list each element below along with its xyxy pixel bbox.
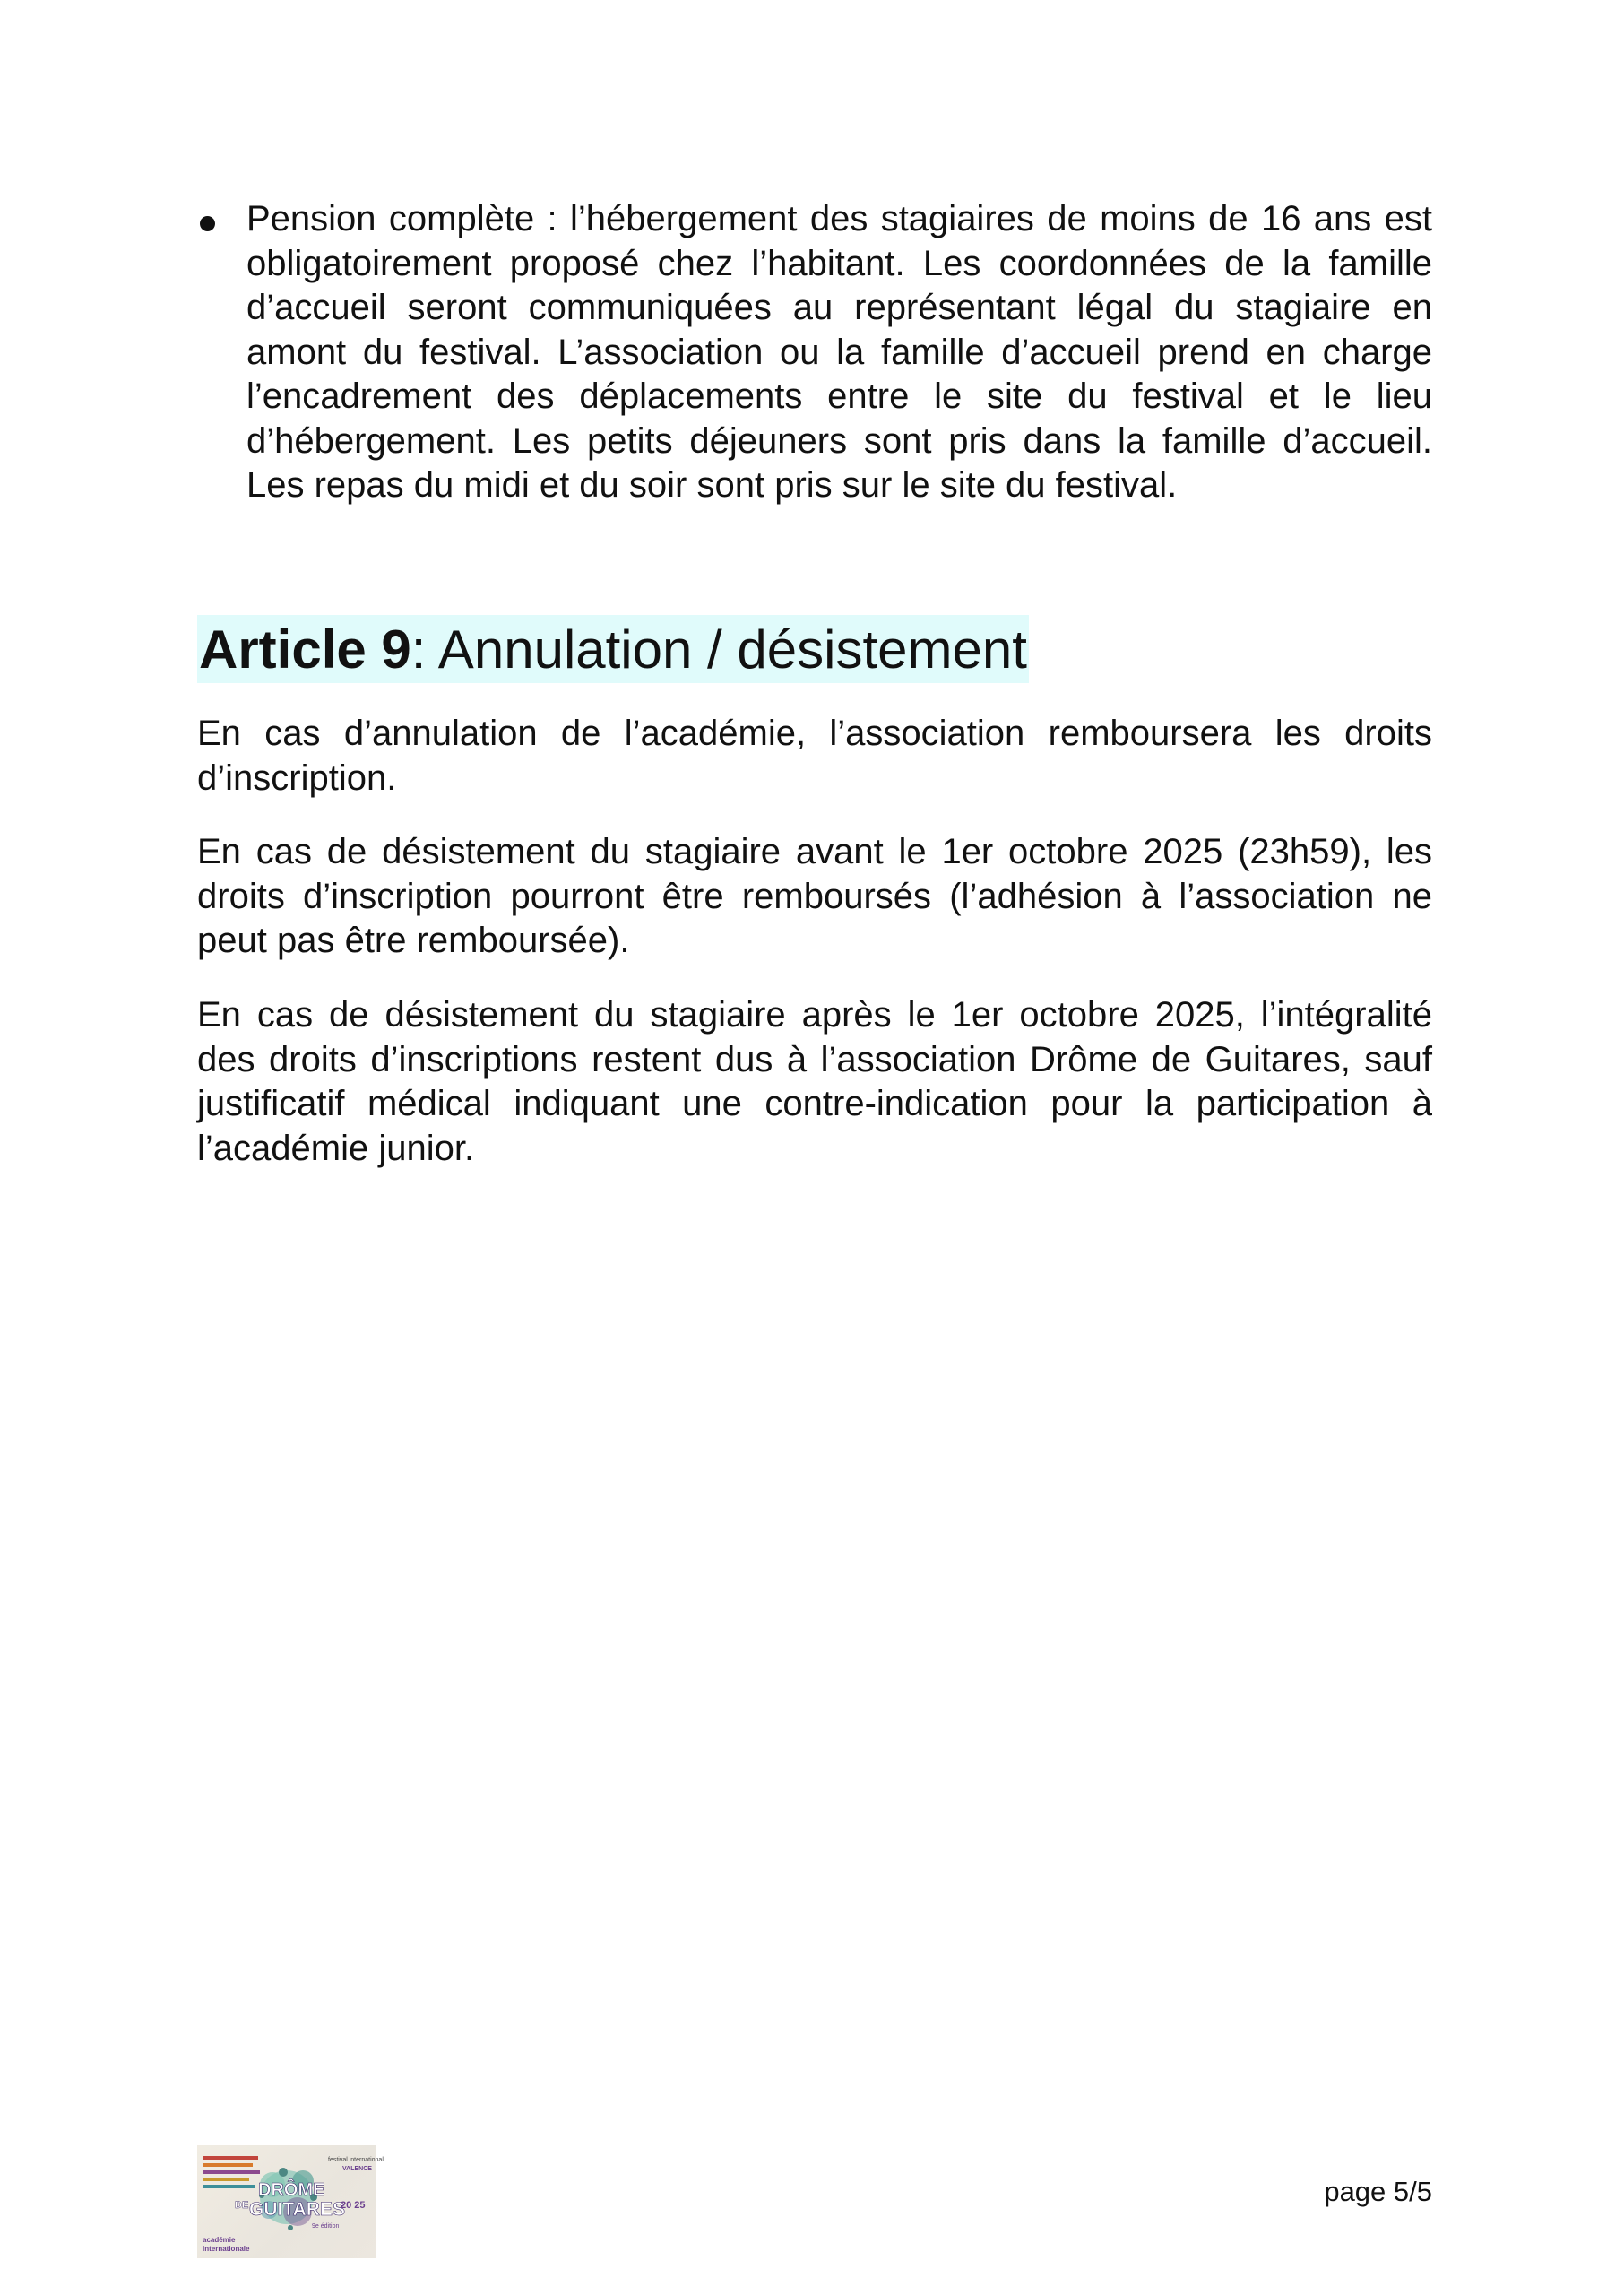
festival-logo bbox=[197, 2145, 384, 2258]
svg-text:20 25: 20 25 bbox=[341, 2200, 366, 2211]
paragraph-desistement-apres: En cas de désistement du stagiaire après le 1er octobre 2025, l’intégralité des droits d’inscriptions restent dus à l’association Drôme de Guitares, sauf justificatif médical indiquant une contre-indication pour la participation à l’académie junior. bbox=[197, 995, 1432, 1168]
svg-text:9e édition: 9e édition bbox=[312, 2223, 340, 2230]
bullet-text: Pension complète : l’hébergement des stagiaires de moins de 16 ans est obligatoirement proposé chez l’habitant. Les coordonnées de la famille d’accueil seront communiquées au représentant légal du stagiaire en amont du festival. L’association ou la famille d’accueil prend en charge l’encadrement des déplacements entre le site du festival et le lieu d’hébergement. Les petits déjeuners sont pris dans la famille d’accueil. Les repas du midi et du soir sont pris sur le site du festival. bbox=[246, 199, 1432, 505]
svg-text:DE: DE bbox=[235, 2200, 249, 2211]
article-number: Article 9 bbox=[199, 619, 411, 680]
page-number: page 5/5 bbox=[1324, 2176, 1432, 2207]
svg-text:GUITARES: GUITARES bbox=[249, 2199, 345, 2220]
article-heading bbox=[197, 615, 1029, 683]
paragraph-desistement-avant: En cas de désistement du stagiaire avant le 1er octobre 2025 (23h59), les droits d’inscription pourront être remboursés (l’adhésion à l’association ne peut pas être remboursée). bbox=[197, 832, 1432, 960]
svg-text:VALENCE: VALENCE bbox=[342, 2166, 372, 2172]
paragraph-annulation: En cas d’annulation de l’académie, l’association remboursera les droits d’inscription. bbox=[197, 714, 1432, 798]
svg-text:académie: académie bbox=[203, 2236, 236, 2244]
svg-text:festival international: festival international bbox=[328, 2157, 384, 2163]
svg-text:DRÔME: DRÔME bbox=[258, 2180, 325, 2200]
svg-text:internationale: internationale bbox=[203, 2245, 250, 2253]
bullet-item-pension-complete bbox=[246, 197, 1432, 508]
bullet-dot-icon bbox=[200, 216, 215, 231]
article-title: : Annulation / désistement bbox=[410, 619, 1027, 680]
